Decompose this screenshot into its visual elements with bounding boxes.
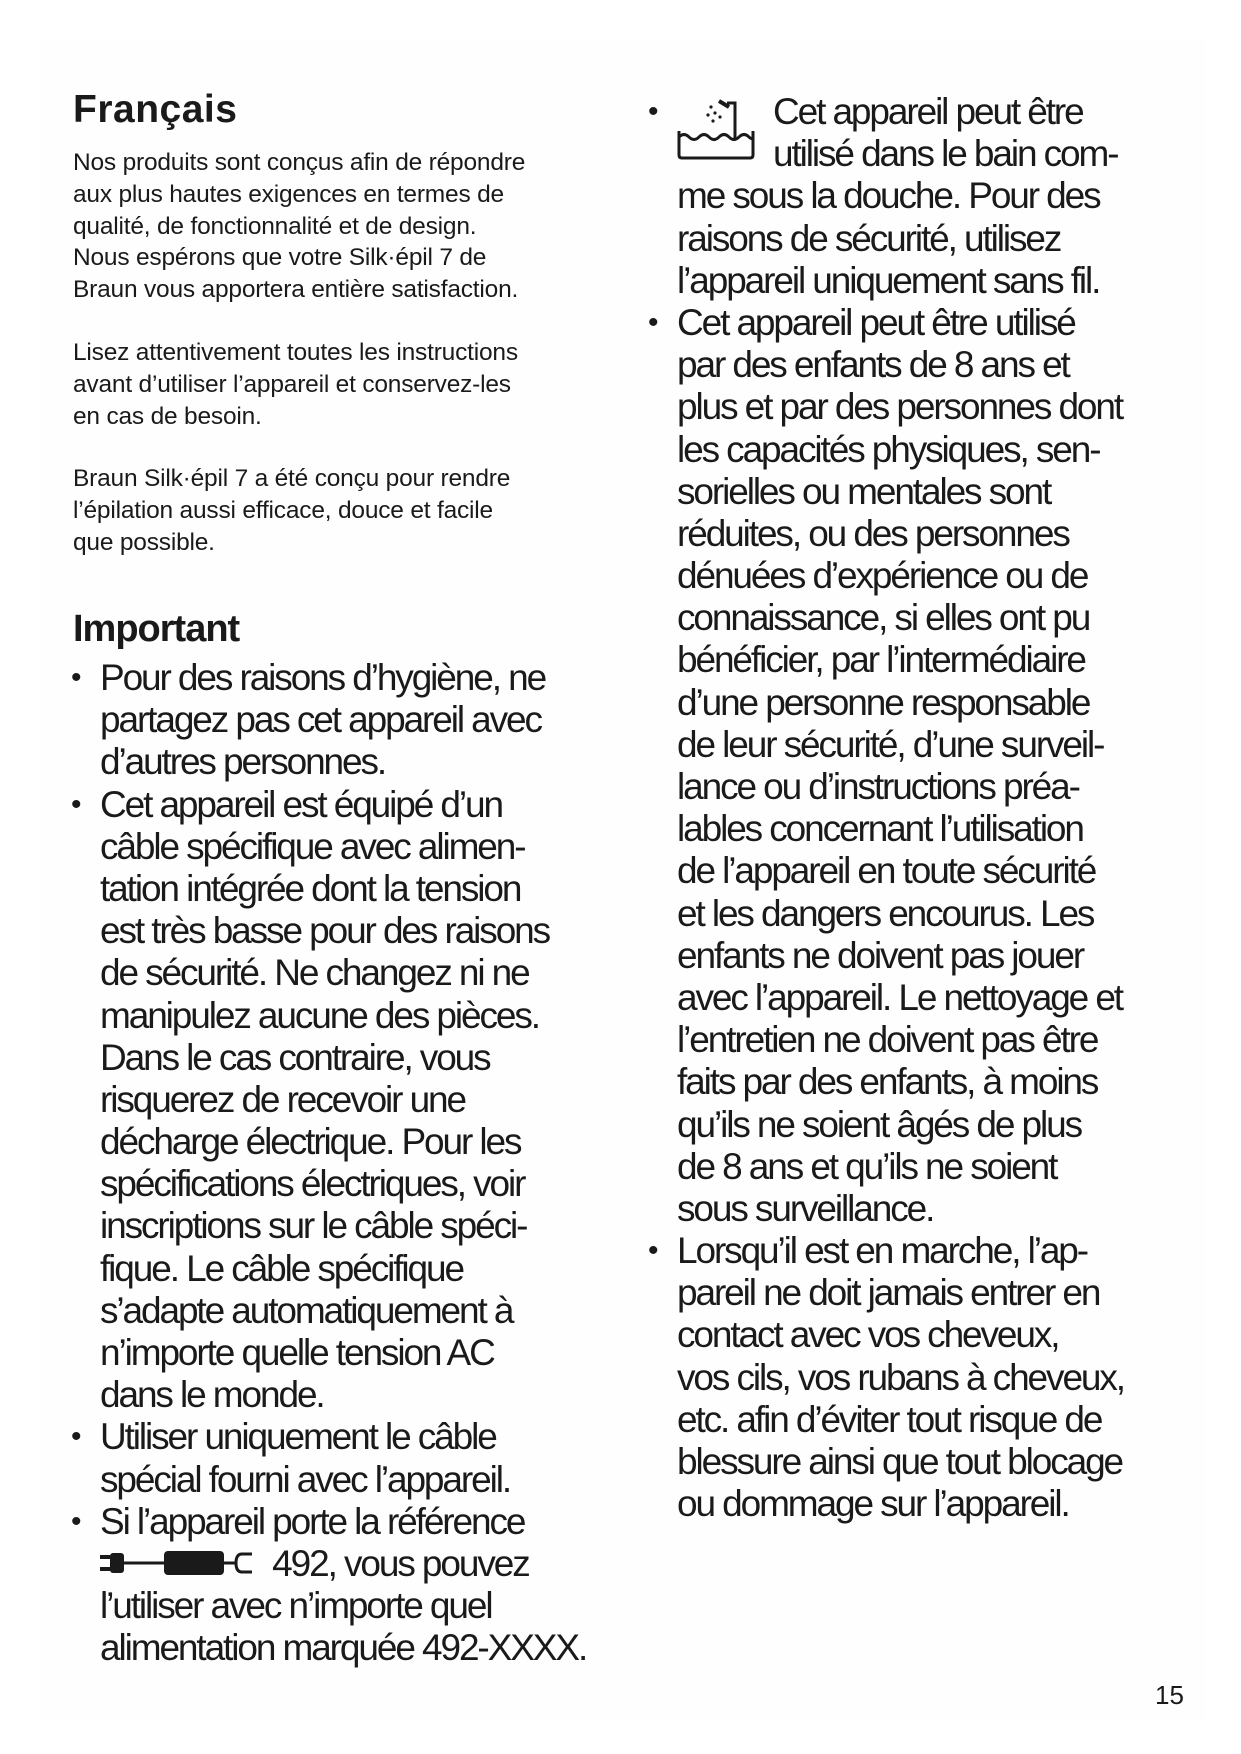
- list-line: faits par des enfants, à moins: [677, 1061, 1098, 1103]
- list-line: l’entretien ne doivent pas être: [677, 1019, 1098, 1061]
- list-item: [73, 1416, 586, 1500]
- line-text: utilisé dans le bain com-: [773, 133, 1118, 175]
- list-line: alimentation marquée 492-XXXX.: [100, 1627, 587, 1669]
- bullet-icon: •: [71, 661, 80, 694]
- list-line: s’adapte automatiquement à: [100, 1289, 513, 1331]
- line-text: 492, vous pouvez: [264, 1542, 529, 1584]
- list-line: est très basse pour des raisons: [100, 910, 550, 952]
- list-line: dénuées d’expérience ou de: [677, 555, 1088, 597]
- paragraph-line: l’épilation aussi efficace, douce et facile: [73, 496, 493, 524]
- bullet-icon: •: [648, 95, 657, 128]
- power-cable-icon: [100, 1545, 260, 1587]
- paragraph-line: aux plus hautes exigences en termes de: [73, 180, 504, 208]
- list-line: et les dangers encourus. Les: [677, 892, 1094, 934]
- paragraph-line: en cas de besoin.: [73, 402, 262, 430]
- list-line: tation intégrée dont la tension: [100, 867, 521, 909]
- list-line: de 8 ans et qu’ils ne soient: [677, 1145, 1057, 1187]
- list-line: de leur sécurité, d’une surveil-: [677, 723, 1104, 765]
- list-line: fique. Le câble spécifique: [100, 1247, 463, 1289]
- list-item: [650, 1230, 1124, 1525]
- list-line: Lorsqu’il est en marche, l’ap-: [677, 1230, 1087, 1272]
- list-line: spécial fourni avec l’appareil.: [100, 1458, 510, 1500]
- list-line: qu’ils ne soient âgés de plus: [677, 1103, 1081, 1145]
- list-line: manipulez aucune des pièces.: [100, 994, 539, 1036]
- list-line: Pour des raisons d’hygiène, ne: [100, 657, 546, 698]
- list-line: blessure ainsi que tout blocage: [677, 1441, 1123, 1482]
- bullet-icon: •: [71, 1504, 80, 1538]
- list-line: sorielles ou mentales sont: [677, 470, 1051, 512]
- list-line: risquerez de recevoir une: [100, 1078, 465, 1120]
- list-line: enfants ne doivent pas jouer: [677, 934, 1084, 976]
- list-line: Dans le cas contraire, vous: [100, 1036, 490, 1078]
- list-line: pareil ne doit jamais entrer en: [677, 1272, 1100, 1314]
- list-line: d’une personne responsable: [677, 681, 1090, 723]
- bullet-icon: •: [71, 787, 80, 821]
- list-line: contact avec vos cheveux,: [677, 1314, 1059, 1356]
- section-title: Français: [73, 88, 238, 131]
- paragraph-line: Lisez attentivement toutes les instructions: [73, 339, 518, 366]
- bath-shower-icon: [675, 95, 757, 170]
- list-line: Utiliser uniquement le câble: [100, 1416, 496, 1458]
- list-line: [677, 91, 1124, 133]
- bullet-icon: •: [648, 305, 657, 339]
- list-line: d’autres personnes.: [100, 741, 386, 783]
- left-bullet-list: [73, 657, 586, 1670]
- list-line: par des enfants de 8 ans et: [677, 344, 1069, 386]
- list-line: de l’appareil en toute sécurité: [677, 850, 1096, 892]
- list-line: etc. afin d’éviter tout risque de: [677, 1398, 1102, 1440]
- list-line: raisons de sécurité, utilisez: [677, 217, 1061, 259]
- list-line: dans le monde.: [100, 1374, 324, 1416]
- list-line: n’importe quelle tension AC: [100, 1332, 494, 1373]
- line-text: Cet appareil peut être: [773, 91, 1083, 132]
- list-line: Cet appareil peut être utilisé: [677, 301, 1075, 343]
- list-line: vos cils, vos rubans à cheveux,: [677, 1356, 1124, 1398]
- list-item: [73, 1501, 586, 1670]
- right-bullet-list: [650, 91, 1124, 1525]
- list-line: de sécurité. Ne changez ni ne: [100, 952, 529, 994]
- list-line: l’utiliser avec n’importe quel: [100, 1585, 492, 1627]
- list-line: lance ou d’instructions préa-: [677, 766, 1079, 807]
- important-heading: Important: [73, 608, 240, 650]
- list-line: spécifications électriques, voir: [100, 1163, 525, 1205]
- intro-paragraph: [73, 463, 633, 558]
- list-line: [100, 1543, 586, 1585]
- list-item: [73, 657, 586, 784]
- list-line: l’appareil uniquement sans fil.: [677, 259, 1100, 301]
- list-line: plus et par des personnes dont: [677, 386, 1123, 428]
- paragraph-line: qualité, de fonctionnalité et de design.: [73, 212, 477, 240]
- paragraph-line: avant d’utiliser l’appareil et conservez-les: [73, 370, 511, 398]
- intro-paragraph: [73, 147, 633, 306]
- bullet-icon: •: [648, 1234, 657, 1268]
- list-line: bénéficier, par l’intermédiaire: [677, 639, 1085, 681]
- list-line: décharge électrique. Pour les: [100, 1121, 521, 1163]
- list-line: lables concernant l’utilisation: [677, 808, 1083, 850]
- intro-paragraph: [73, 337, 633, 432]
- page-number: 15: [1155, 1680, 1184, 1710]
- paragraph-line: que possible.: [73, 528, 215, 556]
- list-line: Si l’appareil porte la référence: [100, 1500, 525, 1542]
- list-line: partagez pas cet appareil avec: [100, 699, 541, 741]
- bullet-icon: •: [71, 1420, 80, 1454]
- paragraph-line: Nous espérons que votre Silk·épil 7 de: [73, 244, 487, 272]
- list-line: les capacités physiques, sen-: [677, 428, 1100, 470]
- list-line: Cet appareil est équipé d’un: [100, 783, 502, 825]
- list-line: réduites, ou des personnes: [677, 512, 1069, 554]
- list-line: câble spécifique avec alimen-: [100, 825, 525, 867]
- list-line: me sous la douche. Pour des: [677, 175, 1100, 217]
- list-line: avec l’appareil. Le nettoyage et: [677, 976, 1122, 1018]
- list-line: inscriptions sur le câble spéci-: [100, 1205, 527, 1247]
- paragraph-line: Nos produits sont conçus afin de répondre: [73, 149, 526, 176]
- list-item: [73, 784, 586, 1417]
- list-line: ou dommage sur l’appareil.: [677, 1483, 1069, 1525]
- paragraph-line: Braun Silk·épil 7 a été conçu pour rendre: [73, 465, 511, 492]
- list-line: connaissance, si elles ont pu: [677, 597, 1090, 639]
- list-item: [650, 302, 1124, 1230]
- list-item: [650, 91, 1124, 302]
- paragraph-line: Braun vous apportera entière satisfaction.: [73, 276, 519, 304]
- list-line: sous surveillance.: [677, 1187, 934, 1229]
